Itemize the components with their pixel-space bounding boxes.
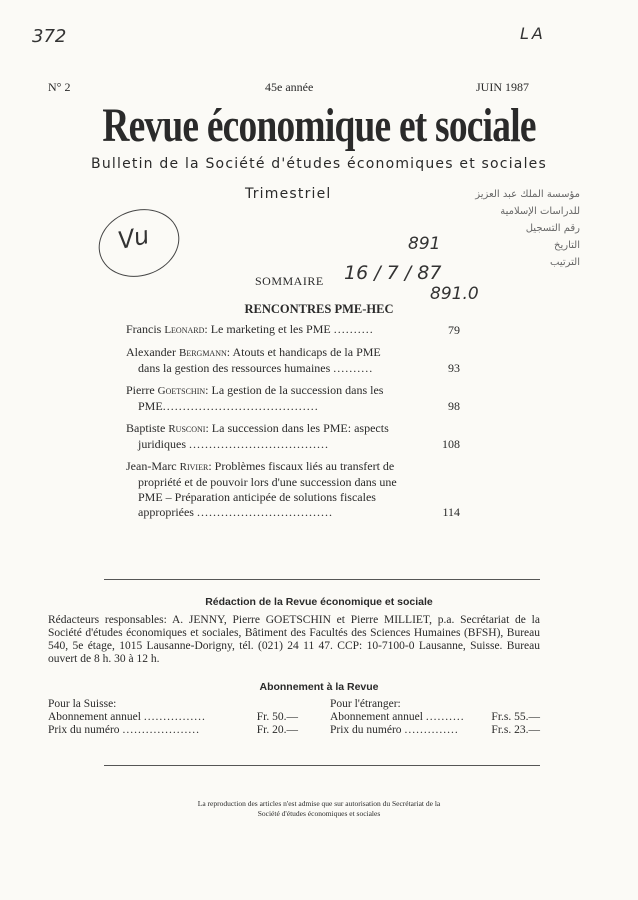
toc-title-continued: dans la gestion des ressources humaines .......... bbox=[138, 361, 374, 375]
subscription-label: Prix du numéro bbox=[330, 724, 402, 736]
journal-subtitle: Bulletin de la Société d'études économiques et sociales bbox=[91, 156, 547, 172]
table-of-contents bbox=[126, 322, 460, 527]
issue-date: JUIN 1987 bbox=[476, 80, 529, 94]
leader-dots: .................... bbox=[122, 724, 200, 736]
subscription-price: Fr.s. 23.— bbox=[491, 724, 540, 736]
toc-title-continued: propriété et de pouvoir lors d'une succession dans une bbox=[138, 475, 397, 489]
redaction-text: Rédacteurs responsables: A. JENNY, Pierre GOETSCHIN et Pierre MILLIET, p.a. Secrétariat de la Société d'études économiques et sociales, Bâtiment des Facultés des Sciences Humaines (BFSH), Bureau 540, 5e étage, 1015 Lausanne-Dorigny, tél. (021) 24 11 47. CCP: 10-7100-0 Lausanne, Suisse. Bureau ouvert de 8 h. 30 à 12 h. bbox=[48, 614, 540, 665]
library-stamp bbox=[430, 186, 580, 271]
toc-leader: .................................. bbox=[196, 505, 333, 519]
publication-frequency: Trimestriel bbox=[245, 186, 332, 202]
toc-title-continued: juridiques ................................... bbox=[138, 437, 329, 451]
toc-title-continued: PME – Préparation anticipée de solutions fiscales bbox=[138, 490, 376, 504]
stamp-registration-number: 891 bbox=[408, 234, 441, 254]
toc-page-number: 98 bbox=[448, 399, 460, 413]
redaction-heading: Rédaction de la Revue économique et sociale bbox=[205, 596, 433, 608]
toc-author-last: Leonard bbox=[164, 324, 205, 336]
subscription-region-label: Pour l'étranger: bbox=[330, 698, 401, 710]
handwritten-initials: Vu bbox=[115, 221, 152, 255]
toc-page-number: 93 bbox=[448, 361, 460, 375]
volume-year: 45e année bbox=[265, 80, 314, 94]
handwritten-note-top-left: 372 bbox=[32, 26, 67, 47]
toc-title: : La gestion de la succession dans les bbox=[205, 383, 384, 397]
toc-entry bbox=[126, 421, 460, 452]
toc-section-heading: RENCONTRES PME-HEC bbox=[244, 302, 394, 316]
leader-dots: .......... bbox=[425, 711, 465, 723]
stamp-class-number: 891.0 bbox=[430, 284, 479, 304]
subscription-region-label: Pour la Suisse: bbox=[48, 698, 117, 710]
toc-entry bbox=[126, 322, 460, 338]
handwritten-note-top-right: LA bbox=[520, 24, 546, 43]
subscription-price: Fr.s. 55.— bbox=[491, 711, 540, 723]
toc-title: : Problèmes fiscaux liés au transfert de bbox=[208, 459, 395, 473]
toc-author-first: Baptiste bbox=[126, 421, 166, 435]
copyright-line: Société d'études économiques et sociales bbox=[257, 809, 381, 818]
toc-leader: .......... bbox=[333, 361, 374, 375]
stamp-line: رقم التسجيل bbox=[525, 223, 580, 234]
toc-title: : Atouts et handicaps de la PME bbox=[226, 345, 381, 359]
stamp-line: الترتيب bbox=[550, 257, 580, 268]
subscription-label: Abonnement annuel bbox=[330, 711, 423, 723]
copyright-notice bbox=[0, 799, 638, 819]
stamp-line: التاريخ bbox=[554, 240, 580, 251]
subscription-price: Fr. 50.— bbox=[256, 711, 298, 723]
toc-entry bbox=[126, 459, 460, 520]
subscription-row bbox=[330, 724, 540, 737]
toc-page-number: 108 bbox=[442, 437, 460, 451]
toc-author-first: Jean-Marc bbox=[126, 459, 177, 473]
stamp-line: للدراسات الإسلامية bbox=[500, 206, 580, 217]
toc-page-number: 114 bbox=[442, 505, 460, 519]
toc-title: : Le marketing et les PME bbox=[204, 322, 331, 336]
toc-leader: ................................... bbox=[189, 437, 329, 451]
toc-author-first: Francis bbox=[126, 322, 162, 336]
subscription-price: Fr. 20.— bbox=[256, 724, 298, 736]
toc-author-first: Pierre bbox=[126, 383, 155, 397]
leader-dots: ................ bbox=[143, 711, 206, 723]
toc-author-last: Goetschin bbox=[157, 385, 206, 397]
subscription-suisse bbox=[48, 698, 298, 737]
subscription-label: Prix du numéro bbox=[48, 724, 120, 736]
toc-title: : La succession dans les PME: aspects bbox=[205, 421, 389, 435]
toc-page-number: 79 bbox=[448, 323, 460, 337]
subscription-etranger bbox=[330, 698, 540, 737]
journal-title: Revue économique et sociale bbox=[102, 99, 536, 152]
toc-author-last: Rivier bbox=[179, 461, 209, 473]
subscription-row bbox=[48, 711, 298, 724]
issue-number: N° 2 bbox=[48, 80, 71, 94]
divider bbox=[104, 765, 540, 766]
stamp-line: مؤسسة الملك عبد العزيز bbox=[475, 189, 580, 200]
toc-author-last: Rusconi bbox=[168, 423, 206, 435]
subscription-row bbox=[48, 724, 298, 737]
subscription-label: Abonnement annuel bbox=[48, 711, 141, 723]
toc-title-continued: appropriées .................................. bbox=[138, 505, 333, 519]
divider bbox=[104, 579, 540, 580]
subscription-row bbox=[330, 711, 540, 724]
leader-dots: .............. bbox=[404, 724, 459, 736]
toc-leader: .......... bbox=[333, 322, 374, 336]
sommaire-label: SOMMAIRE bbox=[255, 274, 324, 288]
toc-author-last: Bergmann bbox=[178, 347, 227, 359]
stamp-date: 16 / 7 / 87 bbox=[344, 262, 442, 284]
toc-author-first: Alexander bbox=[126, 345, 176, 359]
toc-leader: ....................................... bbox=[162, 399, 319, 413]
copyright-line: La reproduction des articles n'est admise que sur autorisation du Secrétariat de la bbox=[197, 799, 441, 808]
toc-title-continued: PME....................................... bbox=[138, 399, 319, 413]
toc-entry bbox=[126, 383, 460, 414]
toc-entry bbox=[126, 345, 460, 376]
abonnement-heading: Abonnement à la Revue bbox=[259, 681, 379, 693]
